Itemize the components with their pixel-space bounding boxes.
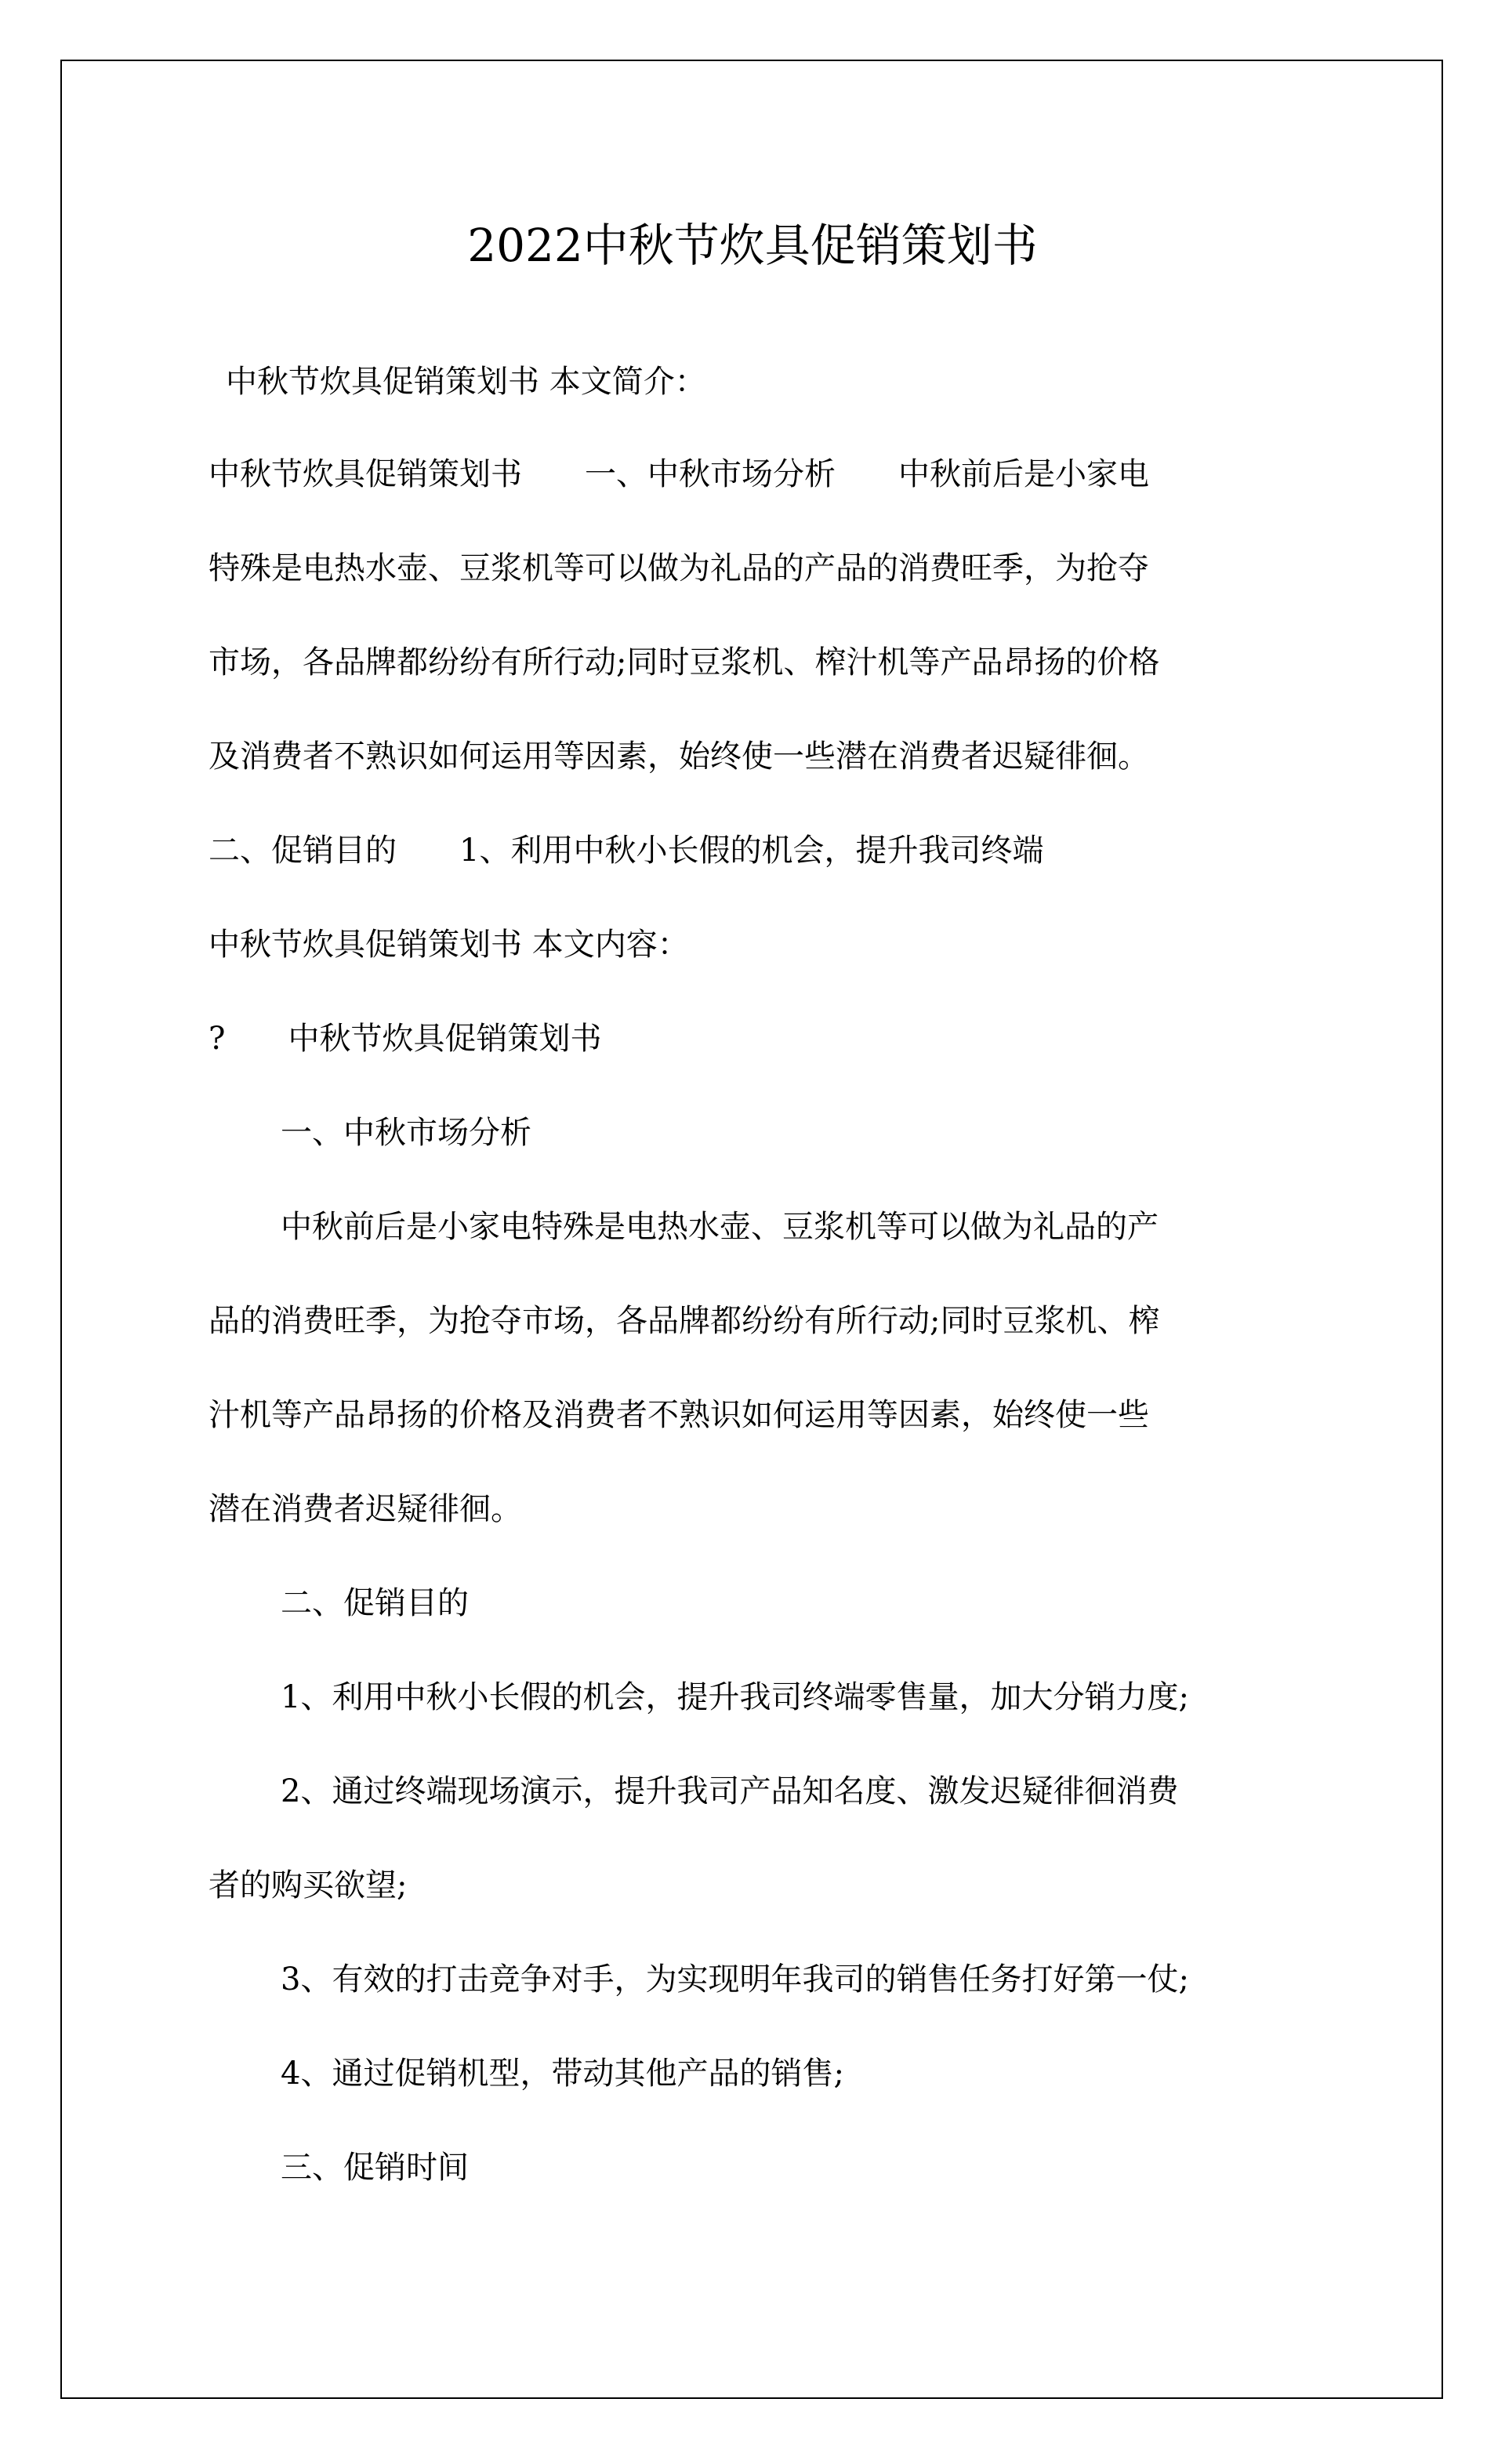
document-title: 2022中秋节炊具促销策划书 <box>467 219 1038 272</box>
section-1-line-4: 潜在消费者迟疑徘徊。 <box>209 1491 522 1527</box>
goal-item-2: 2、通过终端现场演示，提升我司产品知名度、激发迟疑徘徊消费 <box>281 1773 1179 1809</box>
goal-item-4: 4、通过促销机型，带动其他产品的销售; <box>281 2056 844 2092</box>
intro-label: 中秋节炊具促销策划书 本文简介： <box>226 364 706 400</box>
section-1-line-3: 汁机等产品昂扬的价格及消费者不熟识如何运用等因素，始终使一些 <box>209 1397 1149 1433</box>
content-heading: ? 中秋节炊具促销策划书 <box>209 1021 602 1057</box>
summary-line-4: 及消费者不熟识如何运用等因素，始终使一些潜在消费者迟疑徘徊。 <box>209 738 1149 775</box>
goal-item-3: 3、有效的打击竞争对手，为实现明年我司的销售任务打好第一仗; <box>281 1961 1189 1998</box>
summary-line-5: 二、促销目的 1、利用中秋小长假的机会，提升我司终端 <box>209 833 1044 869</box>
section-3-heading: 三、促销时间 <box>281 2150 469 2186</box>
goal-item-2-cont: 者的购买欲望; <box>209 1867 408 1903</box>
summary-line-3: 市场，各品牌都纷纷有所行动;同时豆浆机、榨汁机等产品昂扬的价格 <box>209 644 1160 680</box>
section-1-line-2: 品的消费旺季，为抢夺市场，各品牌都纷纷有所行动;同时豆浆机、榨 <box>209 1303 1160 1339</box>
summary-line-1: 中秋节炊具促销策划书 一、中秋市场分析 中秋前后是小家电 <box>209 456 1149 492</box>
section-2-heading: 二、促销目的 <box>281 1585 469 1621</box>
section-1-heading: 一、中秋市场分析 <box>281 1115 531 1151</box>
section-1-line-1: 中秋前后是小家电特殊是电热水壶、豆浆机等可以做为礼品的产 <box>281 1209 1159 1245</box>
content-label: 中秋节炊具促销策划书 本文内容： <box>209 927 689 963</box>
summary-line-2: 特殊是电热水壶、豆浆机等可以做为礼品的产品的消费旺季，为抢夺 <box>209 550 1149 586</box>
goal-item-1: 1、利用中秋小长假的机会，提升我司终端零售量，加大分销力度; <box>281 1679 1189 1715</box>
